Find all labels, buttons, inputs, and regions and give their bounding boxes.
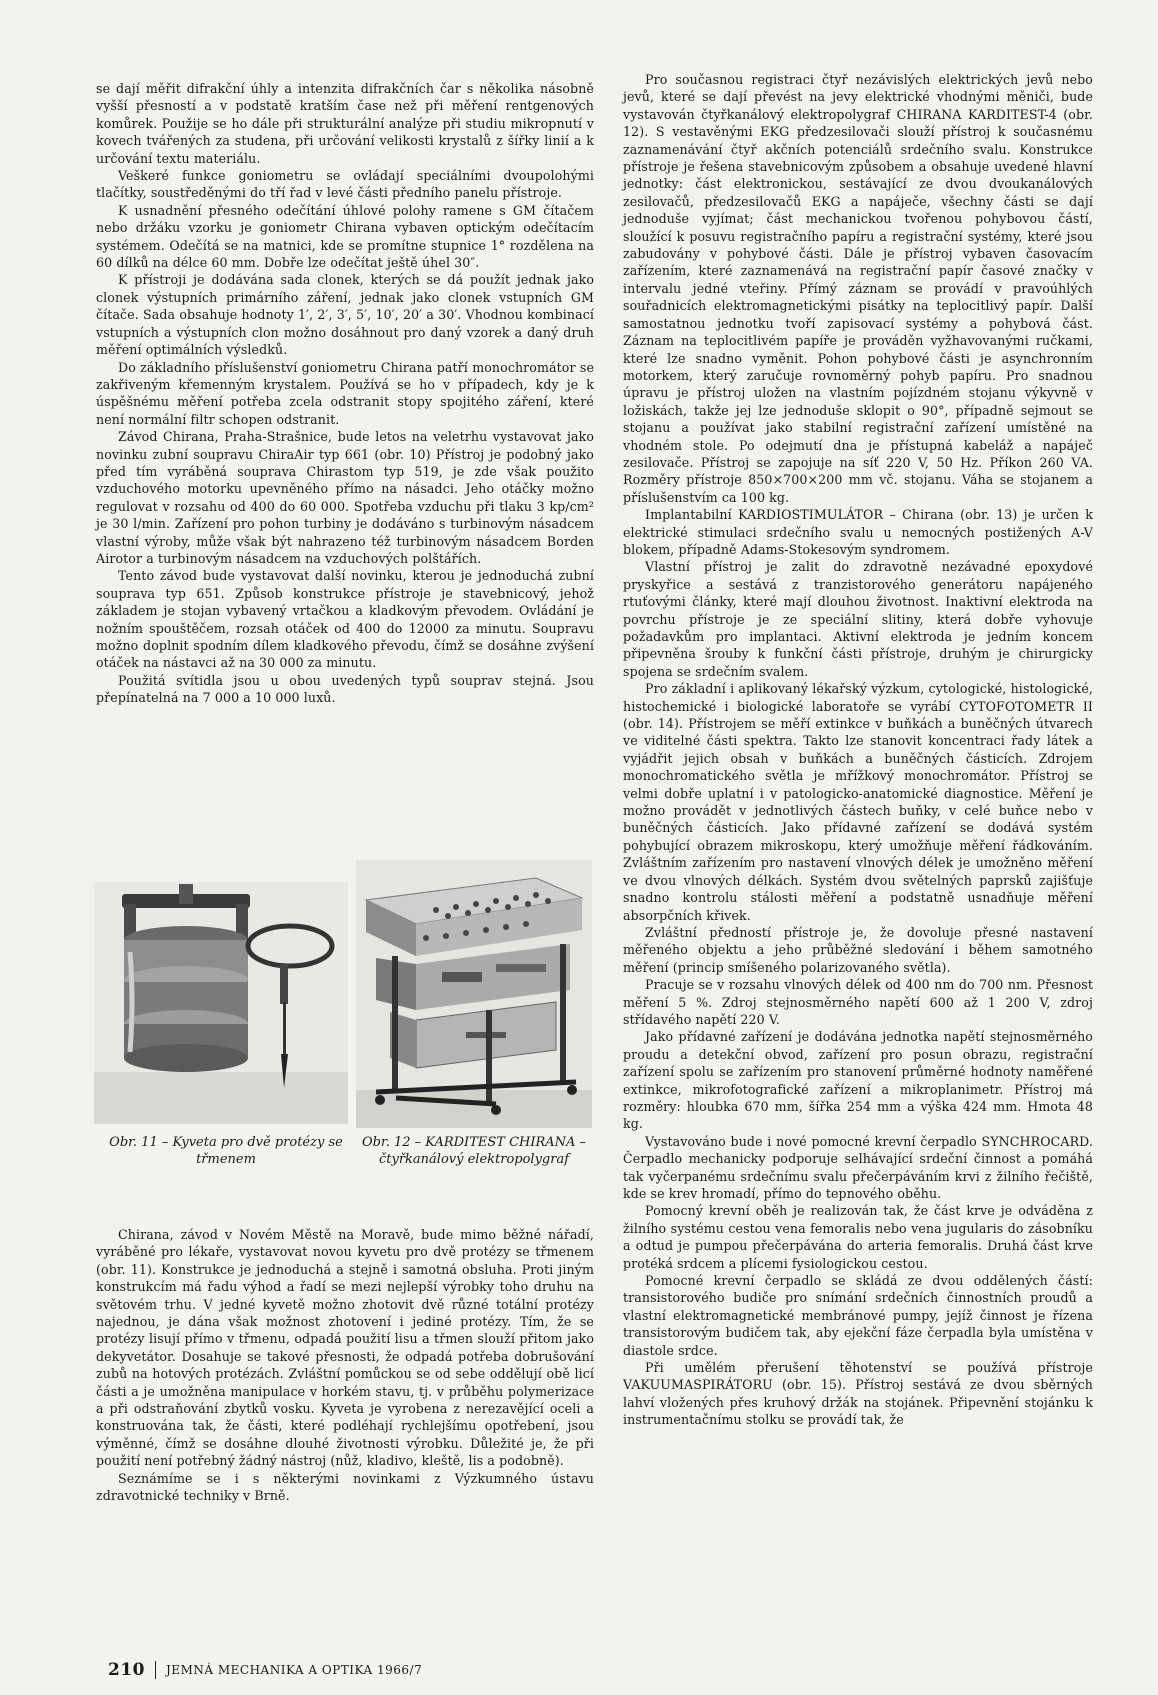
- paragraph: K přístroji je dodávána sada clonek, kterých se dá použít jednak jako clonek výstupních primárního záření, jednak jako clonek vstupních GM čítače. Sada obsahuje hodnoty 1′, 2′, 3′, 5′, 10′, 20′ a 30′. Vhodnou kombinací vstupních a výstupních clon možno dosáhnout pro daný vzorek a daný druh měření optimálních výsledků.: [96, 272, 594, 358]
- paragraph: Závod Chirana, Praha-Strašnice, bude letos na veletrhu vystavovat jako novinku zubní soupravu ChiraAir typ 661 (obr. 10) Přístroj je podobný jako před tím vyráběná souprava Chirastom typ 519, je zde však použito vzduchového motorku upevněného přímo na násadci. Jeho otáčky možno regulovat v rozsahu od 400 do 60 000. Spotřeba vzduchu při tlaku 3 kp/cm² je 30 l/min. Zařízení pro pohon turbiny je dodáváno s turbinovým násadcem vlastní výroby, může však být nahrazeno též turbinovým násadcem Borden Airotor a turbinovým násadcem na vzduchových polštářích.: [96, 429, 594, 566]
- paragraph: se dají měřit difrakční úhly a intenzita difrakčních čar s několika násobně vyšší přesností a v podstatě kratším čase než při měření rentgenových komůrek. Použije se ho dále při strukturální analýze při studiu mikropnutí v kovech tvářených za studena, při určování velikosti krystalů z šířky linií a k určování textu materiálu.: [96, 81, 594, 166]
- paragraph: Zvláštní předností přístroje je, že dovoluje přesné nastavení měřeného objektu a jeho průběžné sledování i během samotného měření (princip smíšeného polarizovaného světla).: [623, 924, 1093, 975]
- journal-name: JEMNÁ MECHANIKA A OPTIKA 1966/7: [166, 1663, 423, 1677]
- paragraph: Seznámíme se i s některými novinkami z Výzkumného ústavu zdravotnické techniky v Brně.: [96, 1470, 594, 1504]
- paragraph: Pro základní i aplikovaný lékařský výzkum, cytologické, histologické, histochemické i biologické laboratoře se vyrábí CYTOFOTOMETR II (obr. 14). Přístrojem se měří extinkce v buňkách a buněčných útvarech ve viditelné části spektra. Takto lze stanovit koncentraci řady látek a vyjádřit jejich obsah v buňkách a buněčných částicích. Zdrojem monochromatického světla je mřížkový monochromátor. Přístroj se velmi dobře uplatní i v patologicko-anatomické diagnostice. Měření je možno provádět v jednotlivých částech buňky, v celé buňce nebo v buněčných částicích. Jako přídavné zařízení se dodává systém pohybující obrazem mikroskopu, který umožňuje měření řádkováním. Zvláštním zařízením pro nastavení vlnových délek je umožněno měření ve dvou vlnových délkách. Systém dvou světelných paprsků zajišťuje snadno kontrolu stálosti měření a podstatně usnadňuje měření absorpčních křivek.: [623, 681, 1093, 923]
- paragraph: Do základního příslušenství goniometru Chirana patří monochromátor se zakřiveným křemenným krystalem. Používá se ho v případech, kdy je k úspěšnému měření potřeba zcela odstranit stopy spojitého záření, které není normální filtr schopen odstranit.: [96, 359, 594, 427]
- left-column-bottom: [96, 1226, 594, 1505]
- page-number: 210: [108, 1660, 145, 1680]
- paragraph: Chirana, závod v Novém Městě na Moravě, bude mimo běžné nářadí, vyráběné pro lékaře, vystavovat novou kyvetu pro dvě protézy se třmenem (obr. 11). Konstrukce je jednoduchá a stejně i samotná obsluha. Proti jiným konstrukcím má řadu výhod a řadí se mezi nejlepší výrobky toho druhu na světovém trhu. V jedné kyvetě možno zhotovit dvě různé totální protézy najednou, je dána však možnost zhotovení i jediné protézy. Tím, že se protézy lisují přímo v třmenu, odpadá použití lisu a třmen slouží přitom jako dekyvetátor. Dosahuje se takové přesnosti, že odpadá potřeba dobrušování zubů na hotových protézách. Zvláštní pomůckou se od sebe oddělují obě licí části a je umožněna manipulace v horkém stavu, tj. v průběhu polymerizace a při odstraňování zbytků vosku. Kyveta je vyrobena z nerezavějící oceli a konstruována tak, že části, které podléhají rychlejšímu opotřebení, jsou výměnné, čímž se dosáhne dlouhé životnosti výrobku. Důležité je, že při použití není potřebný žádný nástroj (nůž, kladivo, kleště, lis a podobně).: [96, 1227, 594, 1469]
- page-footer: [108, 1660, 422, 1680]
- paragraph: Vlastní přístroj je zalit do zdravotně nezávadné epoxydové pryskyřice a sestává z tranzistorového generátoru napájeného rtuťovými články, které mají dlouhou životnost. Inaktivní elektroda na povrchu přístroje je ze speciální slitiny, která dobře vyhovuje požadavkům pro implantaci. Aktivní elektroda je jedním koncem připevněna šrouby k funkční části přístroje, druhým je chirurgicky spojena se srdečním svalem.: [623, 559, 1093, 679]
- paragraph: Tento závod bude vystavovat další novinku, kterou je jednoduchá zubní souprava typ 651. Způsob konstrukce přístroje je stavebnicový, jehož základem je stojan vybavený vrtačkou a kladkovým převodem. Ovládání je nožním spouštěčem, rozsah otáček od 400 do 12000 za minutu. Soupravu možno doplnit spodním dílem kladkového převodu, čímž se dosáhne zvýšení otáček na nástavci až na 30 000 za minutu.: [96, 568, 594, 671]
- paragraph: Pomocný krevní oběh je realizován tak, že část krve je odváděna z žilního systému cestou vena femoralis nebo vena jugularis do zásobníku a odtud je pumpou přečerpávána do arteria femoralis. Druhá část krve protéká srdcem a plícemi fysiologickou cestou.: [623, 1203, 1093, 1271]
- paragraph: Pomocné krevní čerpadlo se skládá ze dvou oddělených částí: transistorového budiče pro snímání srdečních činnostních proudů a vlastní elektromagnetické membránové pumpy, jejíž činnost je řízena transistorovým budičem tak, aby ejekční fáze čerpadla byla umístěna v diastole srdce.: [623, 1273, 1093, 1358]
- paragraph: Vystavováno bude i nové pomocné krevní čerpadlo SYNCHROCARD. Čerpadlo mechanicky podporuje selhávající srdeční činnost a pomáhá tak vyčerpanému srdečnímu svalu přečerpáváním krvi z žilního řečiště, kde se krev hromadí, přímo do tepnového oběhu.: [623, 1133, 1093, 1201]
- paragraph: Implantabilní KARDIOSTIMULÁTOR – Chirana (obr. 13) je určen k elektrické stimulaci srdečního svalu u nemocných postižených A-V blokem, případně Adams-Stokesovým syndromem.: [623, 507, 1093, 557]
- paragraph: Při umělém přerušení těhotenství se používá přístroje VAKUUMASPIRÁTORU (obr. 15). Přístroj sestává ze dvou sběrných lahví vložených přes kruhový držák na stojánek. Připevnění stojánku k instrumentačnímu stolku se provádí tak, že: [623, 1360, 1093, 1428]
- paragraph: Pracuje se v rozsahu vlnových délek od 400 nm do 700 nm. Přesnost měření 5 %. Zdroj stejnosměrného napětí 600 až 1 200 V, zdroj střídavého napětí 220 V.: [623, 977, 1093, 1027]
- figure-12-caption: Obr. 12 – KARDITEST CHIRANA – čtyřkanálový elektropolygraf: [361, 1135, 587, 1167]
- paragraph: K usnadnění přesného odečítání úhlové polohy ramene s GM čítačem nebo držáku vzorku je goniometr Chirana vybaven optickým odečítacím systémem. Odečítá se na matnici, kde se promítne stupnice 1° rozdělena na 60 dílků na délce 60 mm. Dobře lze odečítat ještě úhel 30″.: [96, 202, 594, 271]
- paragraph: Jako přídavné zařízení je dodávána jednotka napětí stejnosměrného proudu a detekční obvod, zařízení pro posun obrazu, registrační zařízení spolu se zařízením pro stanovení průměrné hodnoty naměřené extinkce, mikrofotografické zařízení a mikroplanimetr. Přístroj má rozměry: hloubka 670 mm, šířka 254 mm a výška 424 mm. Hmota 48 kg.: [623, 1029, 1093, 1132]
- right-column: [623, 71, 1093, 1429]
- figure-11-caption: Obr. 11 – Kyveta pro dvě protézy se třmenem: [109, 1135, 343, 1167]
- left-column-top: [96, 80, 594, 707]
- paragraph: Pro současnou registraci čtyř nezávislých elektrických jevů nebo jevů, které se dají převést na jevy elektrické vhodnými měniči, bude vystavován čtyřkanálový elektropolygraf CHIRANA KARDITEST-4 (obr. 12). S vestavěnými EKG předzesilovači slouží přístroj k současnému zaznamenávání čtyř akčních potenciálů srdečního svalu. Konstrukce přístroje je řešena stavebnicovým způsobem a obsahuje uvedené hlavní jednotky: část elektronickou, sestávající ze dvou dvoukanálových zesilovačů, předzesilovačů EKG a napáječe, všechny části se dají jednoduše vyjímat; část mechanickou tvořenou pohybovou částí, sloužící k posuvu registračního papíru a registrační systémy, které jsou zabudovány v pohybové části. Dále je přístroj vybaven časovacím zařízením, které zaznamenává na registrační papír časové značky v intervalu jedné vteřiny. Přímý záznam se provádí v pravoúhlých souřadnicích elektromagnetickými pisátky na teplocitlivý papír. Další samostatnou jednotku tvoří zapisovací systémy a pohybová část. Záznam na teplocitlivém papíře je prováděn vyžhavovanými ručkami, které lze snadno vyměnit. Pohon pohybové části je asynchronním motorkem, který zaručuje rovnoměrný pohyb papíru. Pro snadnou úpravu je přístroj uložen na vlastním pojízdném stojanu výkyvně v ložiskách, takže jej lze jednoduše sklopit o 90°, případně sejmout se stojanu a používat jako stabilní registrační zařízení umístěné na vhodném stole. Po odejmutí dna je přístupná kabeláž a napáječ zesilovače. Přístroj se zapojuje na síť 220 V, 50 Hz. Příkon 260 VA. Rozměry přístroje 850×700×200 mm vč. stojanu. Váha se stojanem a příslušenstvím ca 100 kg.: [623, 72, 1093, 505]
- paragraph: Použitá svítidla jsou u obou uvedených typů souprav stejná. Jsou přepínatelná na 7 000 a 10 000 luxů.: [96, 672, 594, 706]
- figure-11-photo: [94, 882, 348, 1124]
- paragraph: Veškeré funkce goniometru se ovládají speciálními dvoupolohými tlačítky, soustředěnými do tří řad v levé části předního panelu přístroje.: [96, 168, 594, 201]
- footer-divider: [155, 1661, 156, 1679]
- figure-12-photo: [356, 860, 592, 1128]
